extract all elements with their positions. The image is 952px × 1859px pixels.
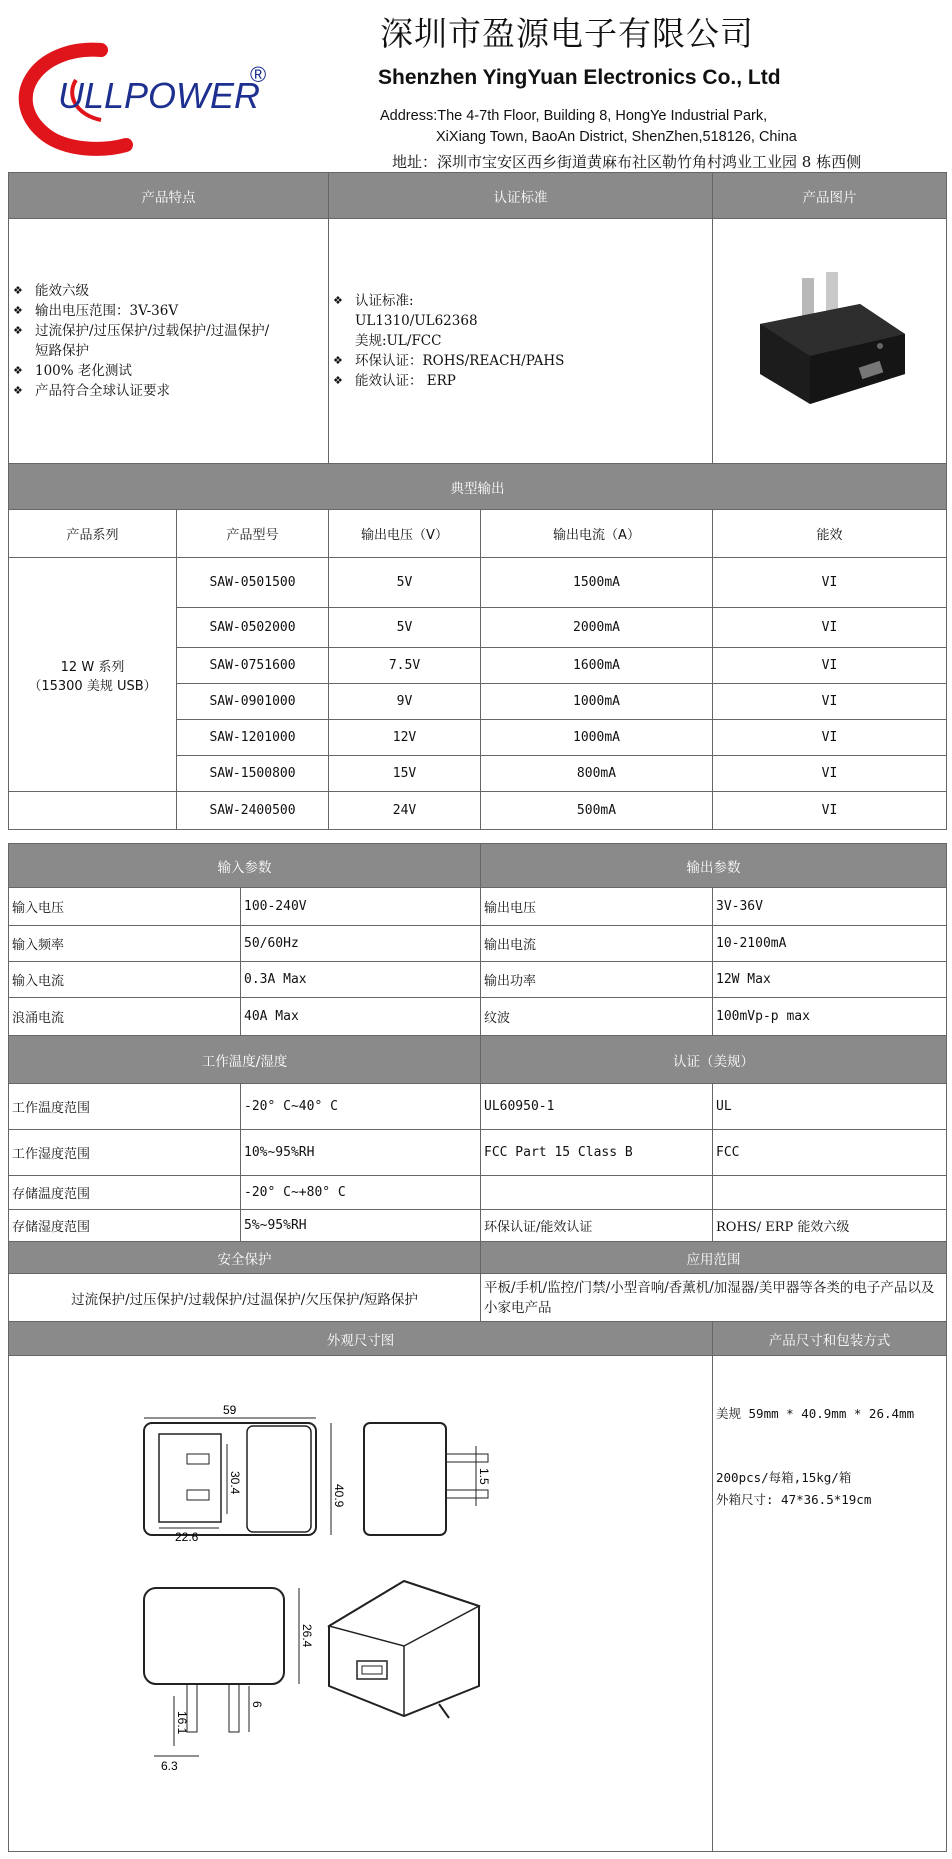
cert-mark: UL bbox=[713, 1084, 947, 1130]
env-value: 5%~95%RH bbox=[241, 1210, 481, 1242]
dim-prong-width: 22.6 bbox=[175, 1530, 199, 1544]
param-value: 0.3A Max bbox=[241, 962, 481, 998]
input-params-title: 输入参数 bbox=[9, 844, 481, 888]
product-photo bbox=[740, 264, 920, 414]
current-cell: 800mA bbox=[481, 756, 713, 792]
dim-height: 40.9 bbox=[332, 1484, 346, 1508]
table-row bbox=[9, 998, 947, 1036]
voltage-cell: 5V bbox=[329, 608, 481, 648]
table-row bbox=[9, 1084, 947, 1130]
logo-text: ULLPOWER bbox=[58, 75, 261, 116]
safety-table bbox=[8, 1241, 947, 1322]
model-cell: SAW-2400500 bbox=[177, 792, 329, 830]
col-efficiency: 能效 bbox=[713, 510, 947, 558]
pack-qty: 200pcs/每箱,15kg/箱 bbox=[716, 1470, 852, 1485]
eff-cell: VI bbox=[713, 756, 947, 792]
param-value: 10-2100mA bbox=[713, 926, 947, 962]
us-cert-title: 认证（美规） bbox=[481, 1036, 947, 1084]
application-title: 应用范围 bbox=[481, 1242, 947, 1274]
list-item: ❖ 产品符合全球认证要求 bbox=[13, 381, 328, 401]
table-row bbox=[9, 1210, 947, 1242]
dim-pin: 1.5 bbox=[477, 1468, 491, 1485]
param-value: 50/60Hz bbox=[241, 926, 481, 962]
eff-cell: VI bbox=[713, 720, 947, 756]
col-voltage: 输出电压（V） bbox=[329, 510, 481, 558]
dim-pin-length: 16.1 bbox=[175, 1711, 189, 1735]
col-current: 输出电流（A） bbox=[481, 510, 713, 558]
header bbox=[0, 0, 952, 172]
env-table bbox=[8, 1035, 947, 1242]
features-header: 产品特点 bbox=[9, 173, 329, 219]
address-cn: 地址：深圳市宝安区西乡街道黄麻布社区勒竹角村鸿业工业园 8 栋西侧 bbox=[392, 153, 862, 171]
cert-std: 环保认证/能效认证 bbox=[481, 1210, 713, 1242]
env-key: 存储温度范围 bbox=[9, 1176, 241, 1210]
current-cell: 1600mA bbox=[481, 648, 713, 684]
param-value: 100mVp-p max bbox=[713, 998, 947, 1036]
dim-width: 59 bbox=[223, 1403, 237, 1417]
cert-std: UL60950-1 bbox=[481, 1084, 713, 1130]
list-item: 短路保护 bbox=[35, 343, 89, 359]
table-row bbox=[9, 926, 947, 962]
address-en bbox=[380, 106, 797, 148]
cert-std bbox=[481, 1176, 713, 1210]
param-key: 输出电流 bbox=[481, 926, 713, 962]
safety-text: 过流保护/过压保护/过载保护/过温保护/欠压保护/短路保护 bbox=[9, 1274, 481, 1322]
dim-depth: 26.4 bbox=[300, 1624, 314, 1648]
output-table-title: 典型输出 bbox=[9, 464, 947, 510]
output-table bbox=[8, 463, 947, 830]
param-value: 100-240V bbox=[241, 888, 481, 926]
product-size: 美规 59mm * 40.9mm * 26.4mm bbox=[716, 1406, 915, 1421]
env-value: -20° C~+80° C bbox=[241, 1176, 481, 1210]
model-cell: SAW-0501500 bbox=[177, 558, 329, 608]
model-cell: SAW-0751600 bbox=[177, 648, 329, 684]
dimension-drawing bbox=[9, 1356, 709, 1846]
param-key: 纹波 bbox=[481, 998, 713, 1036]
current-cell: 1000mA bbox=[481, 720, 713, 756]
series-line1: 12 W 系列 bbox=[60, 659, 125, 675]
env-value: 10%~95%RH bbox=[241, 1130, 481, 1176]
param-value: 3V-36V bbox=[713, 888, 947, 926]
pack-title: 产品尺寸和包装方式 bbox=[713, 1322, 947, 1356]
series-line2: （15300 美规 USB） bbox=[28, 678, 157, 694]
env-key: 工作温度范围 bbox=[9, 1084, 241, 1130]
application-text: 平板/手机/监控/门禁/小型音响/香薰机/加湿器/美甲器等各类的电子产品以及小家电产品 bbox=[481, 1274, 947, 1322]
address-en-line1: Address:The 4-7th Floor, Building 8, HongYe Industrial Park, bbox=[380, 108, 768, 124]
list-item: ❖ 能效认证： ERP bbox=[333, 371, 712, 391]
env-key: 工作湿度范围 bbox=[9, 1130, 241, 1176]
table-row bbox=[9, 558, 947, 608]
param-key: 浪涌电流 bbox=[9, 998, 241, 1036]
current-cell: 1000mA bbox=[481, 684, 713, 720]
voltage-cell: 9V bbox=[329, 684, 481, 720]
param-key: 输入电流 bbox=[9, 962, 241, 998]
eff-cell: VI bbox=[713, 648, 947, 684]
param-key: 输入电压 bbox=[9, 888, 241, 926]
table-row bbox=[9, 888, 947, 926]
param-key: 输出电压 bbox=[481, 888, 713, 926]
col-series: 产品系列 bbox=[9, 510, 177, 558]
eff-cell: VI bbox=[713, 608, 947, 648]
current-cell: 2000mA bbox=[481, 608, 713, 648]
features-list bbox=[9, 281, 328, 401]
cert-mark bbox=[713, 1176, 947, 1210]
voltage-cell: 24V bbox=[329, 792, 481, 830]
list-item: ❖ 能效六级 bbox=[13, 281, 328, 301]
param-value: 40A Max bbox=[241, 998, 481, 1036]
voltage-cell: 15V bbox=[329, 756, 481, 792]
empty-cell bbox=[9, 792, 177, 830]
carton-size: 外箱尺寸: 47*36.5*19cm bbox=[716, 1492, 872, 1507]
list-item: ❖ 100% 老化测试 bbox=[13, 361, 328, 381]
list-item: ❖ 认证标准: bbox=[333, 291, 712, 311]
voltage-cell: 7.5V bbox=[329, 648, 481, 684]
cert-list bbox=[329, 291, 712, 391]
cert-header: 认证标准 bbox=[329, 173, 713, 219]
company-name-en: Shenzhen YingYuan Electronics Co., Ltd bbox=[378, 66, 781, 89]
model-cell: SAW-1500800 bbox=[177, 756, 329, 792]
voltage-cell: 5V bbox=[329, 558, 481, 608]
eff-cell: VI bbox=[713, 684, 947, 720]
company-logo bbox=[6, 40, 336, 160]
eff-cell: VI bbox=[713, 792, 947, 830]
cert-std: FCC Part 15 Class B bbox=[481, 1130, 713, 1176]
dim-gap: 6 bbox=[250, 1701, 264, 1708]
params-table bbox=[8, 843, 947, 1036]
model-cell: SAW-1201000 bbox=[177, 720, 329, 756]
list-item: 美规:UL/FCC bbox=[355, 333, 442, 349]
dim-prong-height: 30.4 bbox=[228, 1471, 242, 1495]
voltage-cell: 12V bbox=[329, 720, 481, 756]
cert-mark: FCC bbox=[713, 1130, 947, 1176]
cert-mark: ROHS/ ERP 能效六级 bbox=[713, 1210, 947, 1242]
dims-title: 外观尺寸图 bbox=[9, 1322, 713, 1356]
param-key: 输出功率 bbox=[481, 962, 713, 998]
address-en-line2: XiXiang Town, BaoAn District, ShenZhen,518126, China bbox=[436, 129, 797, 145]
model-cell: SAW-0502000 bbox=[177, 608, 329, 648]
picture-header: 产品图片 bbox=[713, 173, 947, 219]
table-row bbox=[9, 962, 947, 998]
table-row bbox=[9, 792, 947, 830]
eff-cell: VI bbox=[713, 558, 947, 608]
param-value: 12W Max bbox=[713, 962, 947, 998]
dims-table bbox=[8, 1321, 947, 1852]
current-cell: 500mA bbox=[481, 792, 713, 830]
company-name-cn: 深圳市盈源电子有限公司 bbox=[380, 14, 754, 53]
env-value: -20° C~40° C bbox=[241, 1084, 481, 1130]
col-model: 产品型号 bbox=[177, 510, 329, 558]
param-key: 输入频率 bbox=[9, 926, 241, 962]
model-cell: SAW-0901000 bbox=[177, 684, 329, 720]
table-row bbox=[9, 1130, 947, 1176]
current-cell: 1500mA bbox=[481, 558, 713, 608]
list-item: ❖ 环保认证：ROHS/REACH/PAHS bbox=[333, 351, 712, 371]
features-table bbox=[8, 172, 947, 464]
dim-pin-thickness: 6.3 bbox=[161, 1759, 178, 1773]
table-row bbox=[9, 1176, 947, 1210]
list-item: UL1310/UL62368 bbox=[355, 313, 478, 329]
list-item: ❖ 输出电压范围：3V-36V bbox=[13, 301, 328, 321]
list-item: ❖ 过流保护/过压保护/过载保护/过温保护/ bbox=[13, 321, 328, 341]
env-key: 存储湿度范围 bbox=[9, 1210, 241, 1242]
safety-title: 安全保护 bbox=[9, 1242, 481, 1274]
output-params-title: 输出参数 bbox=[481, 844, 947, 888]
series-cell bbox=[9, 558, 177, 792]
temp-title: 工作温度/湿度 bbox=[9, 1036, 481, 1084]
logo-reg-mark: ® bbox=[250, 62, 267, 87]
